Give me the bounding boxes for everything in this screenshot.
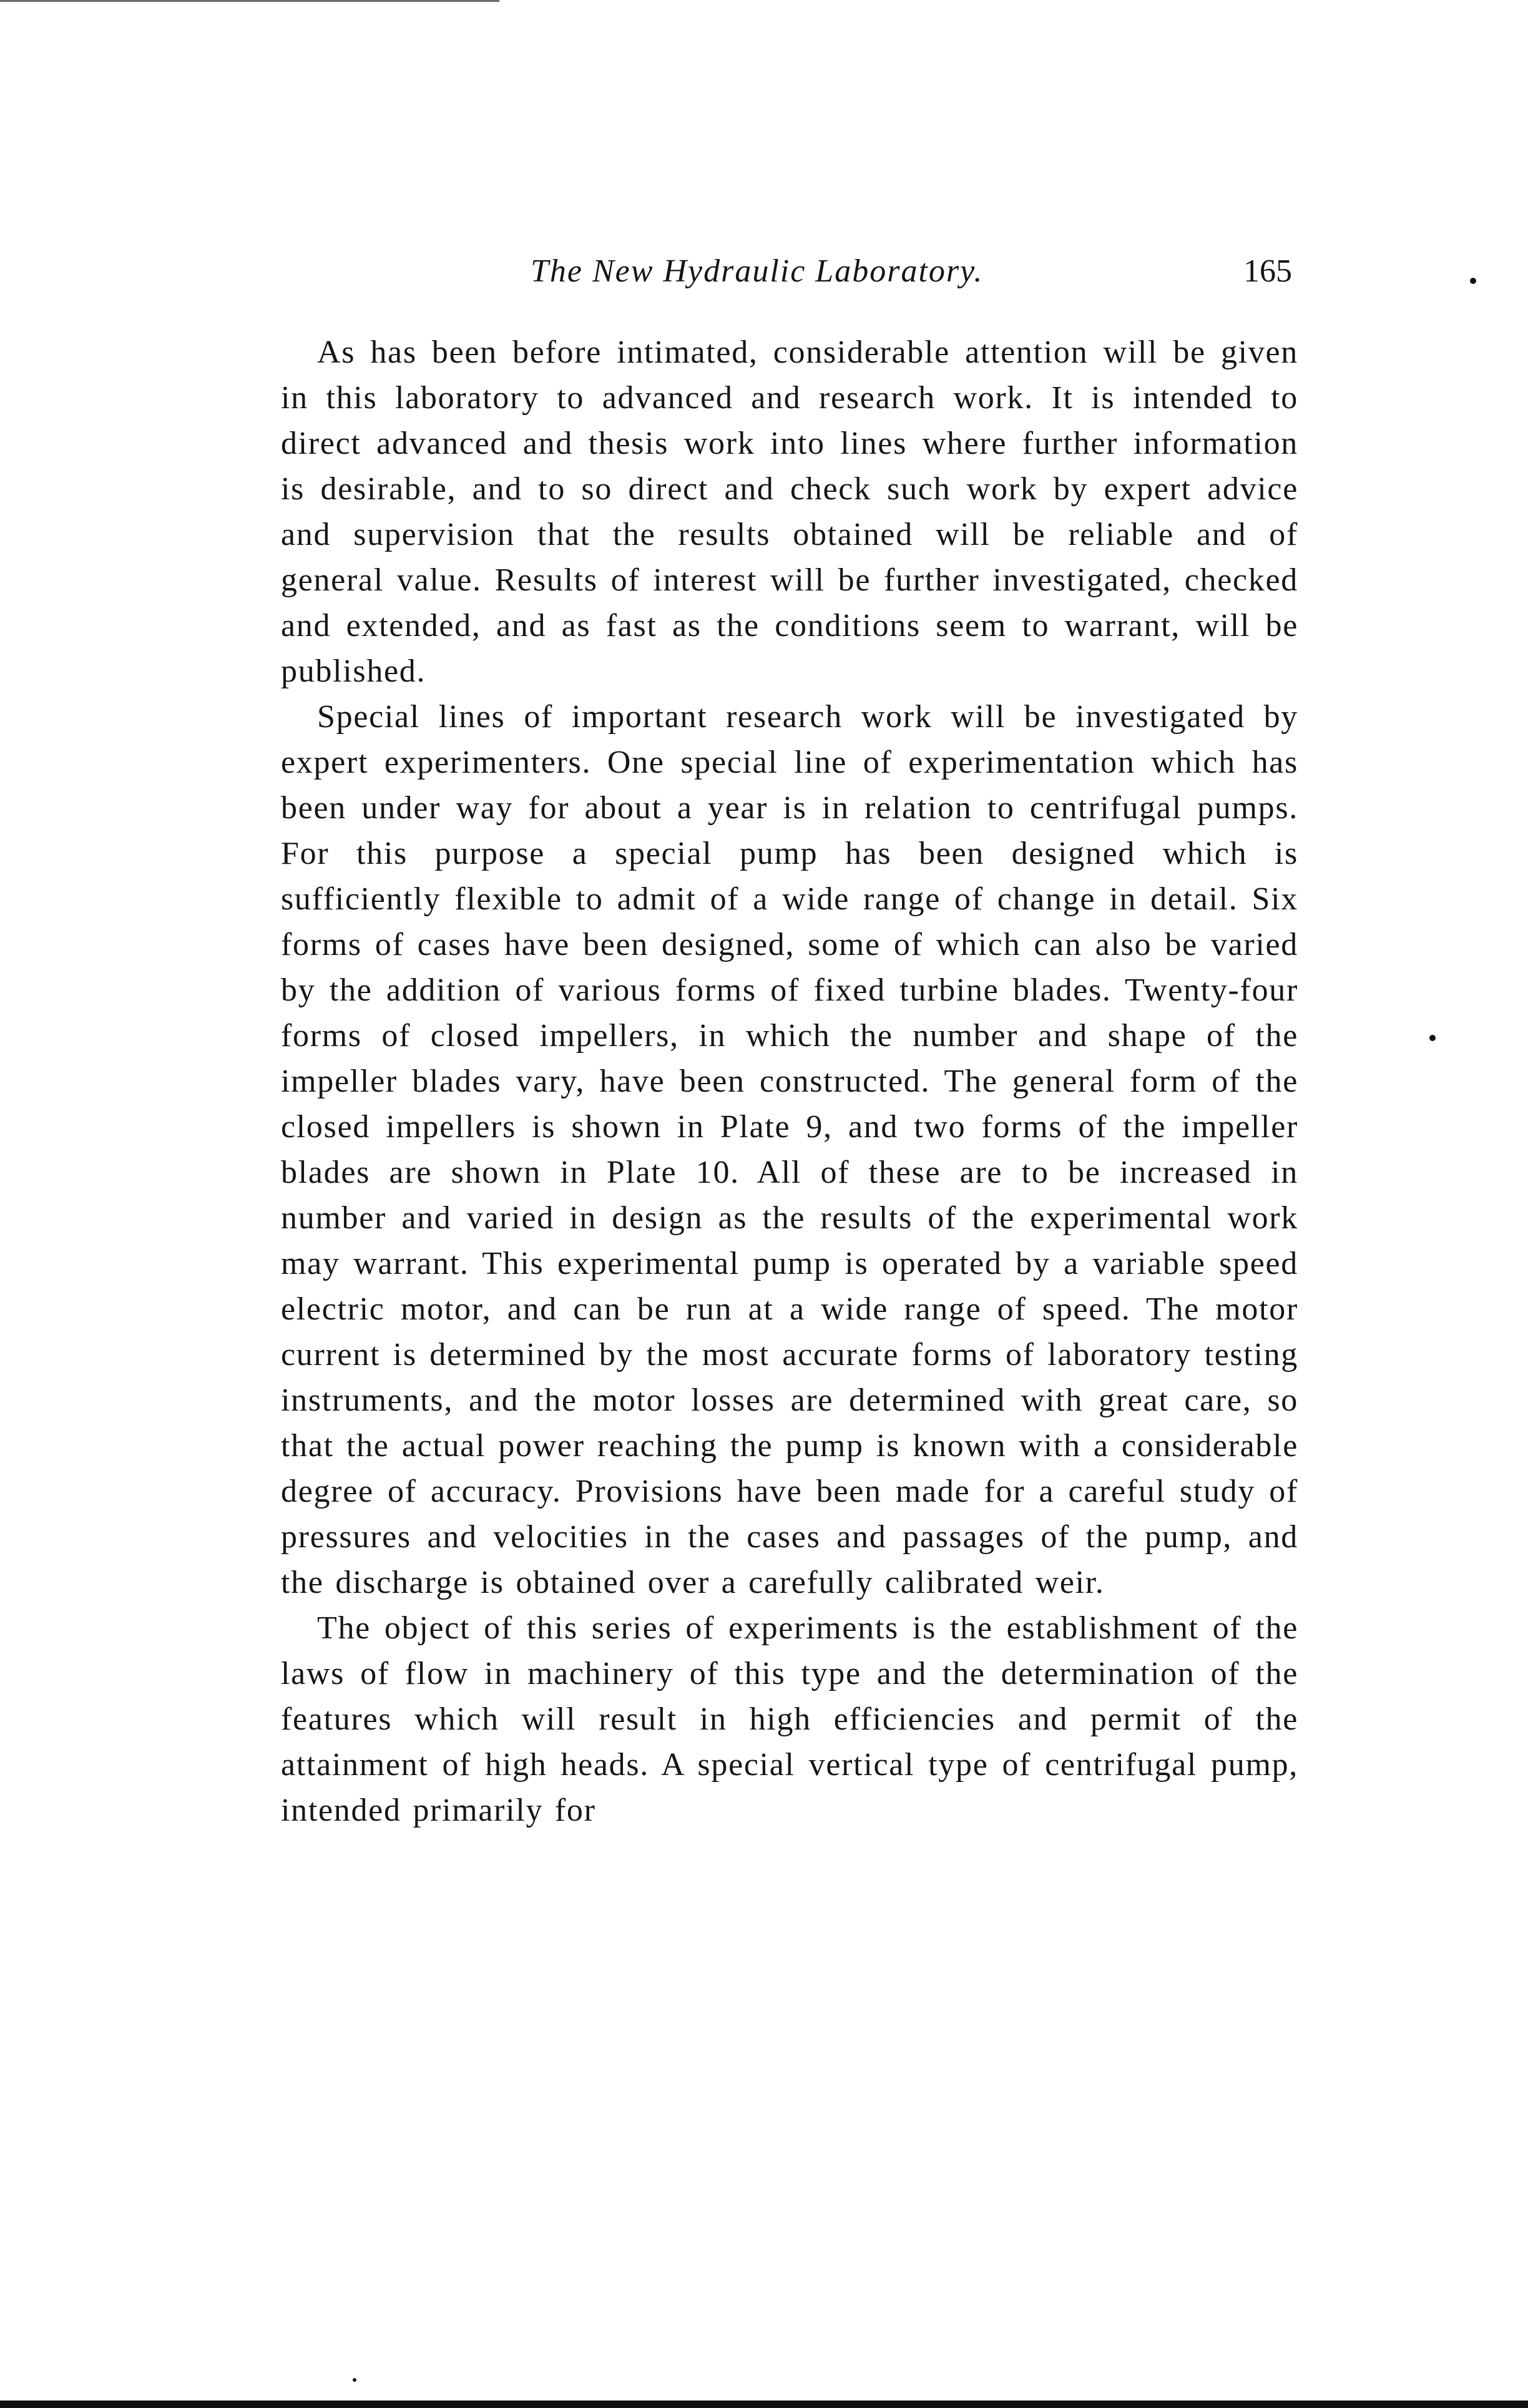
paragraph-2: Special lines of important research work will be investigated by expert experimenters. One special line of experimentation which has been under way for about a year is in relation to centrifugal pumps. For this purpose a special pump has been designed which is sufficiently flexible to admit of a wide range of change in detail. Six forms of cases have been designed, some of which can also be varied by the addition of various forms of fixed turbine blades. Twenty-four forms of closed impellers, in which the number and shape of the impeller blades vary, have been constructed. The general form of the closed impellers is shown in Plate 9, and two forms of the impeller blades are shown in Plate 10. All of these are to be increased in number and varied in design as the results of the experimental work may warrant. This experimental pump is operated by a variable speed electric motor, and can be run at a wide range of speed. The motor current is determined by the most accurate forms of laboratory testing instruments, and the motor losses are determined with great care, so that the actual power reaching the pump is known with a considerable degree of accuracy. Provisions have been made for a careful study of pressures and velocities in the cases and passages of the pump, and the discharge is obtained over a carefully calibrated weir.	[281, 699, 1298, 1600]
scan-speck	[1429, 1035, 1436, 1041]
running-head	[281, 253, 1292, 303]
body-text	[281, 330, 1298, 1833]
bottom-scan-border	[0, 2401, 1528, 2408]
scan-speck	[1470, 278, 1476, 284]
page-number: 165	[1243, 253, 1292, 289]
paragraph-3: The object of this series of experiments is the establishment of the laws of flow in machinery of this type and the determination of the features which will result in high efficiencies and permit of the attainment of high heads. A special vertical type of centrifugal pump, intended primarily for	[281, 1610, 1298, 1828]
paragraph-1: As has been before intimated, considerable attention will be given in this laboratory to advanced and research work. It is intended to direct advanced and thesis work into lines where further information is desirable, and to so direct and check such work by expert advice and supervision that the results obtained will be reliable and of general value. Results of interest will be further investigated, checked and extended, and as fast as the conditions seem to warrant, will be published.	[281, 335, 1298, 689]
top-scan-rule	[0, 0, 499, 2]
scan-speck	[353, 2378, 356, 2382]
running-title: The New Hydraulic Laboratory.	[531, 253, 984, 289]
